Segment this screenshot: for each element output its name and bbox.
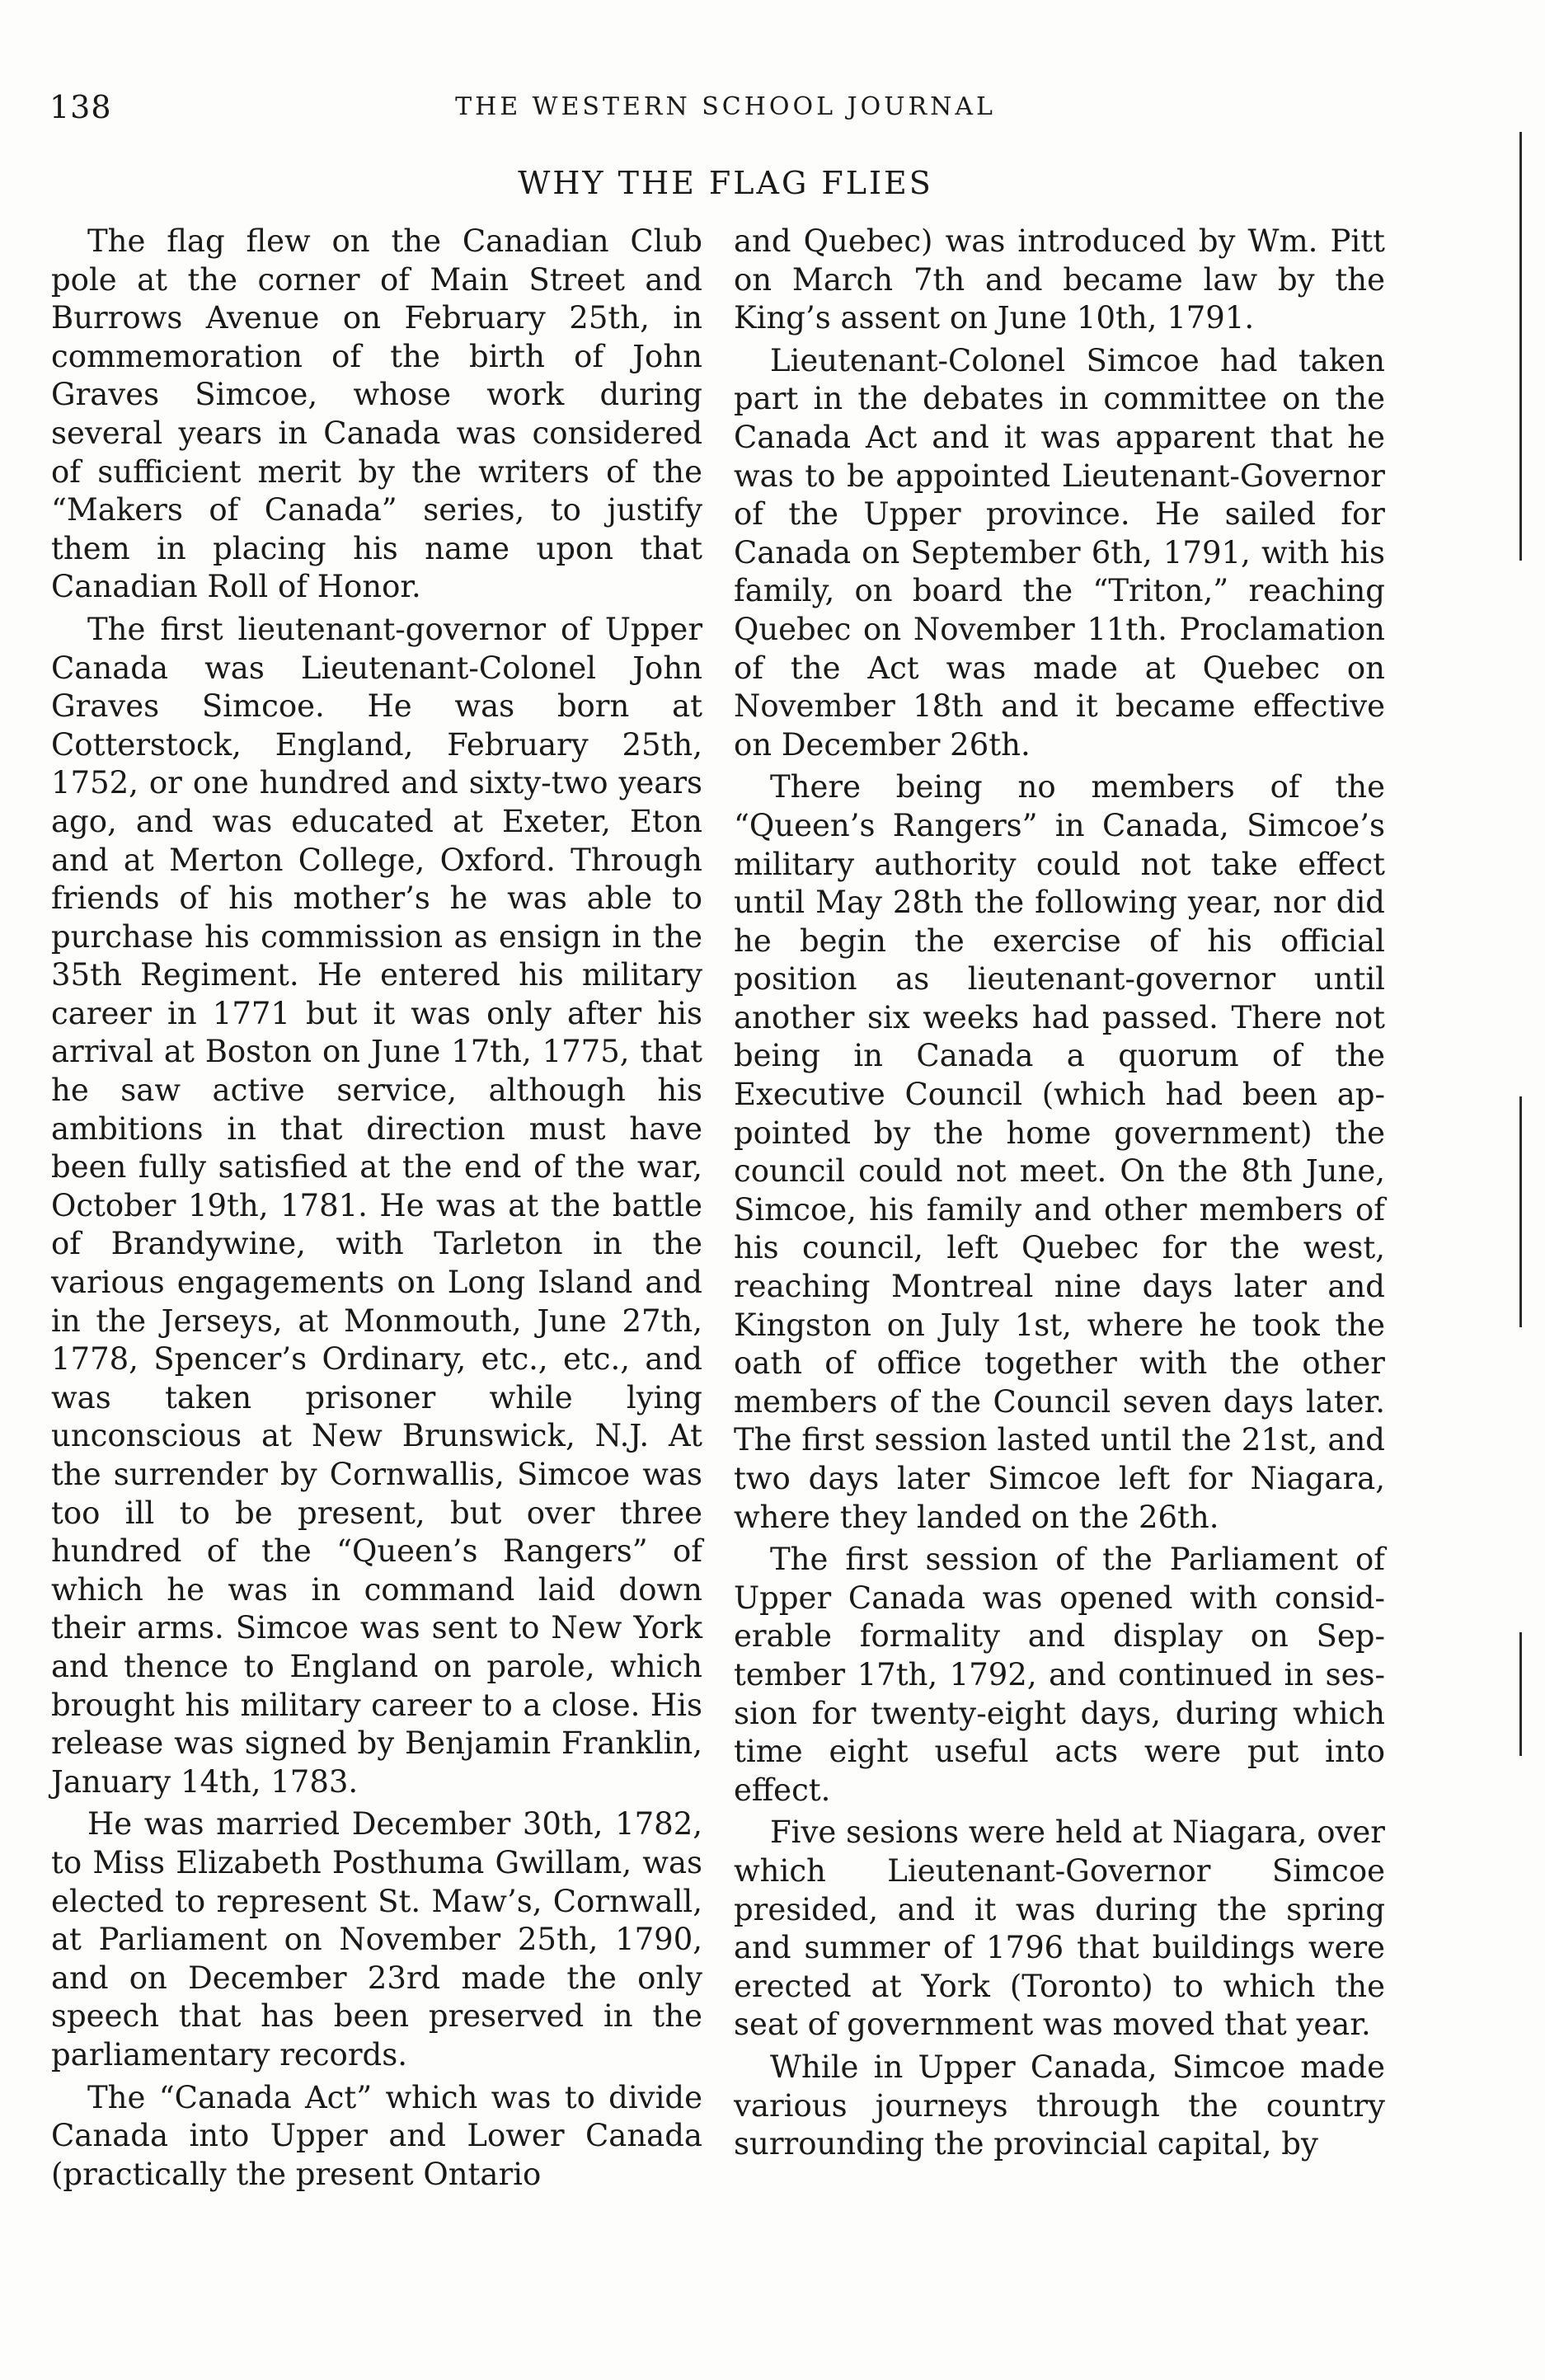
- page-number: 138: [49, 89, 112, 125]
- paragraph: There being no members of the “Queen’s Rangers” in Canada, Simcoe’s military authority could not take effect until May 28th the following year, nor did he begin the exercise of his official position as lieutenant-governor until another six weeks had passed. There not being in Canada a quorum of the Executive Council (which had been appointed by the home government) the council could not meet. On the 8th June, Simcoe, his family and other members of his council, left Quebec for the west, reaching Montreal nine days later and Kingston on July 1st, where he took the oath of office together with the other members of the Council seven days later. The first session lasted until the 21st, and two days later Simcoe left for Niagara, where they landed on the 26th.: [734, 769, 1385, 1535]
- running-head: [49, 89, 1402, 130]
- scan-edge-mark: [1519, 1096, 1522, 1327]
- paragraph: The first session of the Parliament of Upper Canada was opened with considerable formality and display on September 17th, 1792, and continued in session for twenty-eight days, during which time eight useful acts were put into effect.: [734, 1542, 1385, 1808]
- paragraph: The first lieutenant-governor of Upper Canada was Lieutenant-Colonel John Graves Simcoe. He was born at Cotterstock, England, February 25th, 1752, or one hundred and sixty-two years ago, and was educated at Exeter, Eton and at Merton College, Oxford. Through friends of his mother’s he was able to purchase his commission as ensign in the 35th Regiment. He entered his military career in 1771 but it was only after his arrival at Boston on June 17th, 1775, that he saw active service, although his ambitions in that direction must have been fully satisfied at the end of the war, October 19th, 1781. He was at the battle of Brandywine, with Tarleton in the various engagements on Long Island and in the Jerseys, at Monmouth, June 27th, 1778, Spencer’s Ordinary, etc., etc., and was taken prisoner while lying unconscious at New Brunswick, N.J. At the surrender by Cornwallis, Simcoe was too ill to be present, but over three hundred of the “Queen’s Rangers” of which he was in command laid down their arms. Simcoe was sent to New York and thence to England on parole, which brought his military career to a close. His release was signed by Benjamin Franklin, January 14th, 1783.: [51, 611, 702, 1800]
- paragraph-continuation: and Quebec) was introduced by Wm. Pitt on March 7th and became law by the King’s assent on June 10th, 1791.: [734, 223, 1385, 336]
- right-column: [734, 223, 1385, 2168]
- left-column: [51, 223, 702, 2198]
- paragraph: Five sesions were held at Niagara, over which Lieutenant-Governor Simcoe presided, and it was during the spring and summer of 1796 that buildings were erected at York (Toronto) to which the seat of government was moved that year.: [734, 1814, 1385, 2043]
- paragraph: Lieutenant-Colonel Simcoe had taken part in the debates in committee on the Canada Act and it was apparent that he was to be appointed Lieutenant-Governor of the Upper province. He sailed for Canada on September 6th, 1791, with his family, on board the “Triton,” reaching Quebec on November 11th. Proclamation of the Act was made at Quebec on November 18th and it became effective on December 26th.: [734, 342, 1385, 763]
- paragraph: While in Upper Canada, Simcoe made various journeys through the country surrounding the provincial capital, by: [734, 2049, 1385, 2162]
- journal-title: THE WESTERN SCHOOL JOURNAL: [455, 92, 996, 121]
- scan-edge-mark: [1519, 1632, 1522, 1756]
- paragraph: He was married December 30th, 1782, to Miss Elizabeth Posthuma Gwillam, was elected to represent St. Maw’s, Cornwall, at Parliament on November 25th, 1790, and on December 23rd made the only speech that has been preserved in the parliamentary records.: [51, 1806, 702, 2073]
- scan-edge-mark: [1519, 132, 1522, 561]
- paragraph: The “Canada Act” which was to divide Canada into Upper and Lower Canada (practically the present Ontario: [51, 2079, 702, 2192]
- paragraph: The flag flew on the Canadian Club pole at the corner of Main Street and Burrows Avenue on February 25th, in commemoration of the birth of John Graves Simcoe, whose work during several years in Canada was considered of sufficient merit by the writers of the “Makers of Canada” series, to justify them in placing his name upon that Canadian Roll of Honor.: [51, 223, 702, 605]
- article-title: WHY THE FLAG FLIES: [518, 165, 933, 201]
